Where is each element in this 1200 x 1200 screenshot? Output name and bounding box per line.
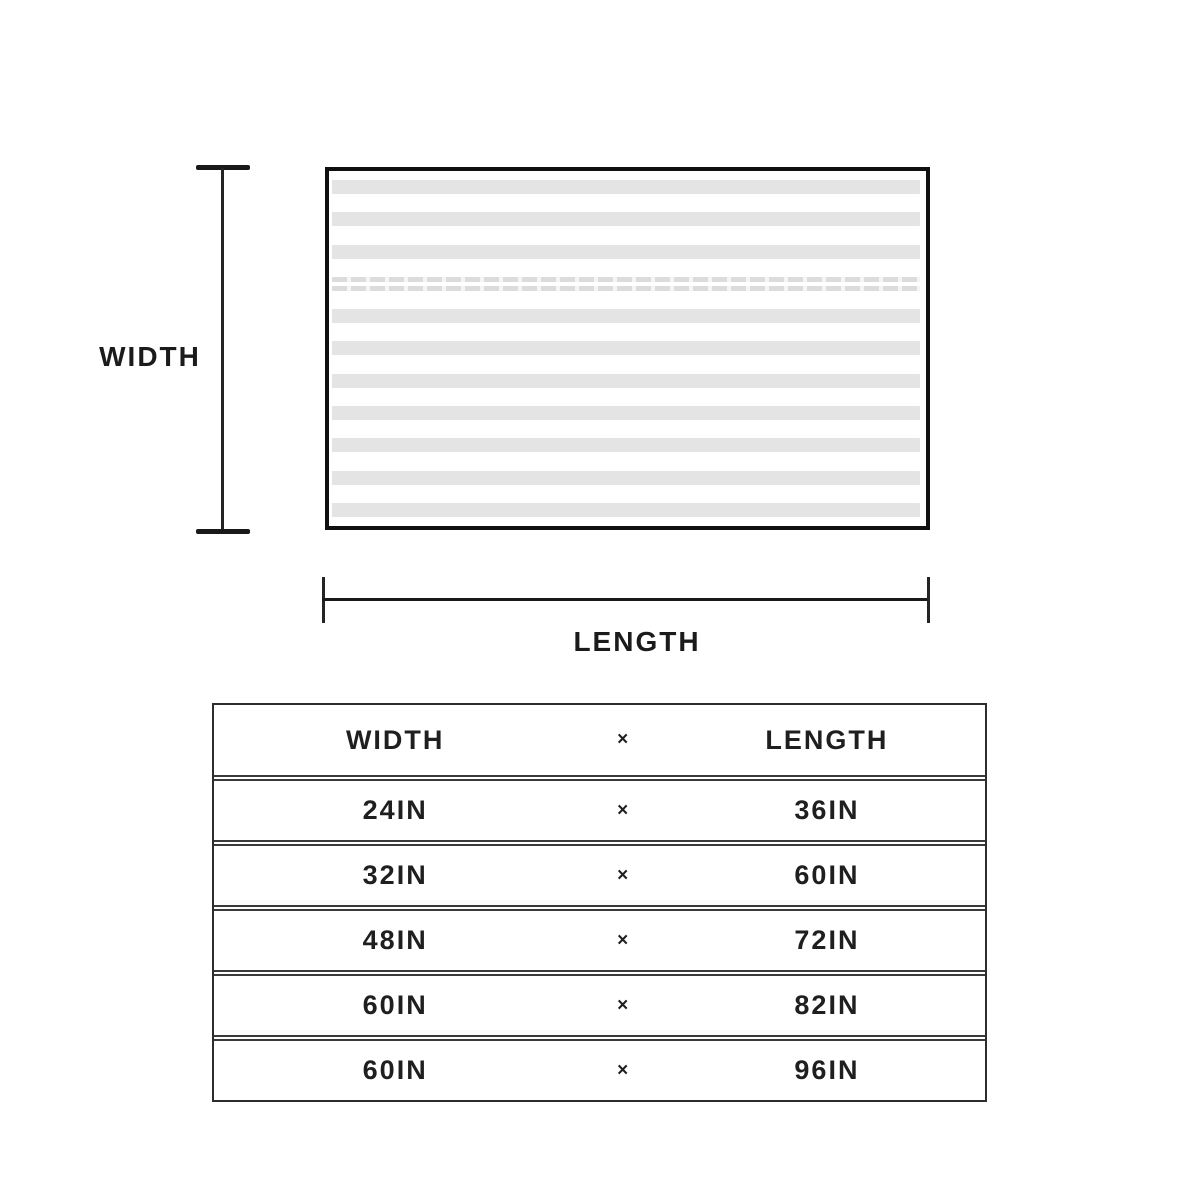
multiply-symbol: × [617,864,629,886]
rug-stripe [332,438,920,452]
cell-length: 72IN [794,925,860,955]
rug-stripe [332,245,920,259]
rug-stripe [332,374,920,388]
rug-illustration [325,167,930,530]
multiply-symbol: × [617,799,629,821]
rug-stripe [332,503,920,517]
rug-stripe [332,341,920,355]
table-row [214,905,985,970]
length-dimension-line [322,577,930,623]
multiply-symbol: × [617,929,629,951]
table-row [214,970,985,1035]
width-dimension-label: WIDTH [99,341,201,372]
header-width: WIDTH [345,724,445,755]
cell-width: 60IN [362,990,428,1020]
table-row [214,1035,985,1100]
rug-stripe [332,309,920,323]
dimension-horizontal-line [322,598,930,601]
dimension-tick-right [927,577,930,623]
cell-width: 24IN [362,795,428,825]
rug-stripe [332,212,920,226]
rug-stripe-dashed [332,277,920,291]
header-length: LENGTH [765,724,889,755]
rug-stripe [332,180,920,194]
cell-width: 48IN [362,925,428,955]
table-row [214,840,985,905]
rug-stripe [332,406,920,420]
cell-length: 36IN [794,795,860,825]
multiply-symbol: × [617,729,629,750]
size-table [212,703,987,1102]
cell-width: 60IN [362,1055,428,1085]
table-row [214,775,985,840]
dimension-cap-bottom [196,529,250,534]
multiply-symbol: × [617,1059,629,1081]
cell-width: 32IN [362,860,428,890]
cell-length: 96IN [794,1055,860,1085]
cell-length: 60IN [794,860,860,890]
cell-length: 82IN [794,990,860,1020]
size-table-header-row [214,705,985,775]
length-dimension-label: LENGTH [573,626,701,657]
rug-stripe [332,471,920,485]
multiply-symbol: × [617,994,629,1016]
